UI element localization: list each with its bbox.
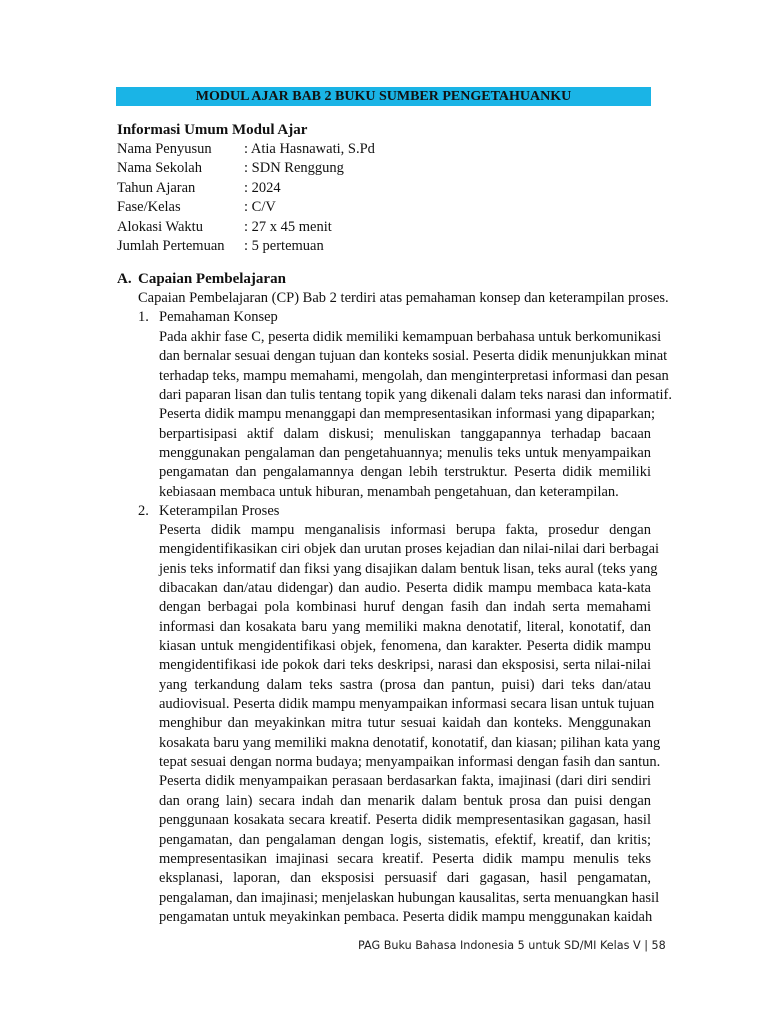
list-item-title: Keterampilan Proses	[159, 503, 280, 519]
paragraph-line: kebiasaan membaca untuk hiburan, menambah pengetahuan, dan keterampilan.	[159, 483, 619, 500]
paragraph-line: eksplanasi, laporan, dan eksposisi persuasif dari gagasan, hasil pengamatan,	[159, 870, 651, 887]
paragraph-line: menggunakan pengalaman dan pengetahuannya; menulis teks untuk menyampaikan	[159, 445, 651, 462]
info-label: Nama Sekolah	[117, 160, 202, 177]
section-letter: A.	[117, 271, 132, 287]
paragraph-line: dibacakan dan/atau didengar) dan audio. Peserta didik mampu membaca kata-kata	[159, 580, 651, 597]
info-label: Nama Penyusun	[117, 141, 212, 157]
info-value: : 2024	[244, 179, 281, 196]
paragraph-line: berpartisipasi aktif dalam diskusi; menuliskan tanggapannya terhadap bacaan	[159, 425, 651, 442]
paragraph-line: yang terkandung dalam teks sastra (prosa dan pantun, puisi) dari teks dan/atau	[159, 676, 651, 693]
paragraph-line: jenis teks informatif dan fiksi yang disajikan dalam bentuk lisan, teks aural (teks yang	[159, 560, 658, 577]
info-value: : 5 pertemuan	[244, 237, 324, 254]
list-item-title: Pemahaman Konsep	[159, 309, 278, 325]
info-row	[117, 198, 375, 217]
paragraph-line: dan orang lain) secara indah dan menarik dalam bentuk prosa dan puisi dengan	[159, 792, 651, 809]
section-title: Capaian Pembelajaran	[138, 271, 286, 287]
list-item-number: 1.	[138, 309, 149, 325]
paragraph	[159, 521, 661, 927]
paragraph-line: Peserta didik mampu menganalisis informasi berupa fakta, prosedur dengan	[159, 522, 651, 538]
info-row	[117, 179, 375, 198]
paragraph-line: audiovisual. Peserta didik mampu menyampaikan informasi secara lisan untuk tujuan	[159, 696, 655, 713]
info-value: : 27 x 45 menit	[244, 218, 332, 235]
info-label: Fase/Kelas	[117, 199, 181, 216]
list-item-heading	[138, 308, 278, 327]
paragraph-line: terhadap teks, mampu memahami, mengolah, dan menginterpretasi informasi dan pesan	[159, 367, 669, 384]
paragraph-line: Peserta didik mampu menanggapi dan mempresentasikan informasi yang dipaparkan;	[159, 406, 656, 423]
paragraph-line: dan bernalar sesuai dengan tujuan dan konteks sosial. Peserta didik menunjukkan minat	[159, 348, 668, 365]
paragraph-line: dari paparan lisan dan tulis tentang topik yang dikenali dalam teks narasi dan informatif.	[159, 387, 672, 404]
paragraph-line: Pada akhir fase C, peserta didik memiliki kemampuan berbahasa untuk berkomunikasi	[159, 329, 662, 345]
paragraph-line: kiasan untuk mengidentifikasi objek, fenomena, dan karakter. Peserta didik mampu	[159, 638, 651, 655]
info-label: Jumlah Pertemuan	[117, 237, 225, 254]
info-value: : SDN Renggung	[244, 160, 344, 177]
info-value: : Atia Hasnawati, S.Pd	[244, 141, 375, 157]
info-row	[117, 159, 375, 178]
page-footer: PAG Buku Bahasa Indonesia 5 untuk SD/MI Kelas V | 58	[358, 939, 666, 952]
paragraph-line: pengalaman, dan imajinasi; menjelaskan hubungan kausalitas, serta menuangkan hasil	[159, 889, 660, 906]
paragraph-line: pengamatan dan pengalamannya dengan lebih terstruktur. Peserta didik memiliki	[159, 464, 651, 481]
info-row	[117, 237, 375, 256]
paragraph-line: mengidentifikasi ide pokok dari teks deskripsi, narasi dan eksposisi, serta nilai-nilai	[159, 657, 651, 674]
list-item-number: 2.	[138, 503, 149, 519]
list-item-heading	[138, 502, 279, 521]
paragraph-line: pengamatan, dan pengalaman dengan logis, sistematis, efektif, kreatif, dan kritis;	[159, 831, 651, 848]
info-value: : C/V	[244, 199, 276, 216]
paragraph-line: Peserta didik menyampaikan perasaan berdasarkan fakta, imajinasi (dari diri sendiri	[159, 773, 651, 790]
info-heading: Informasi Umum Modul Ajar	[117, 122, 308, 138]
info-label: Alokasi Waktu	[117, 218, 203, 235]
info-table	[117, 140, 375, 256]
paragraph-line: informasi dan kosakata baru yang memiliki makna denotatif, literal, konotatif, dan	[159, 618, 651, 635]
paragraph-line: menghibur dan meyakinkan mitra tutur sesuai kaidah dan konteks. Menggunakan	[159, 715, 651, 732]
paragraph-line: mempresentasikan imajinasi secara kreatif. Peserta didik mampu menulis teks	[159, 850, 651, 867]
page-title: MODUL AJAR BAB 2 BUKU SUMBER PENGETAHUANKU	[116, 87, 651, 106]
section-heading	[117, 270, 286, 289]
paragraph	[159, 328, 672, 502]
info-row	[117, 140, 375, 159]
paragraph-line: kosakata baru yang memiliki makna denotatif, konotatif, dan kiasan; pilihan kata yang	[159, 734, 661, 751]
section-intro: Capaian Pembelajaran (CP) Bab 2 terdiri atas pemahaman konsep dan keterampilan proses.	[138, 290, 669, 306]
paragraph-line: mengidentifikasikan ciri objek dan urutan proses kejadian dan nilai-nilai dari berbagai	[159, 541, 660, 558]
paragraph-line: pengamatan untuk meyakinkan pembaca. Peserta didik mampu menggunakan kaidah	[159, 908, 653, 925]
info-label: Tahun Ajaran	[117, 179, 196, 196]
paragraph-line: penggunaan kosakata secara kreatif. Peserta didik mempresentasikan gagasan, hasil	[159, 812, 651, 829]
info-row	[117, 218, 375, 237]
paragraph-line: tepat sesuai dengan norma budaya; menyampaikan informasi dengan fasih dan santun.	[159, 754, 661, 771]
paragraph-line: dengan berbagai pola kombinasi huruf dengan fasih dan indah serta memahami	[159, 599, 651, 616]
